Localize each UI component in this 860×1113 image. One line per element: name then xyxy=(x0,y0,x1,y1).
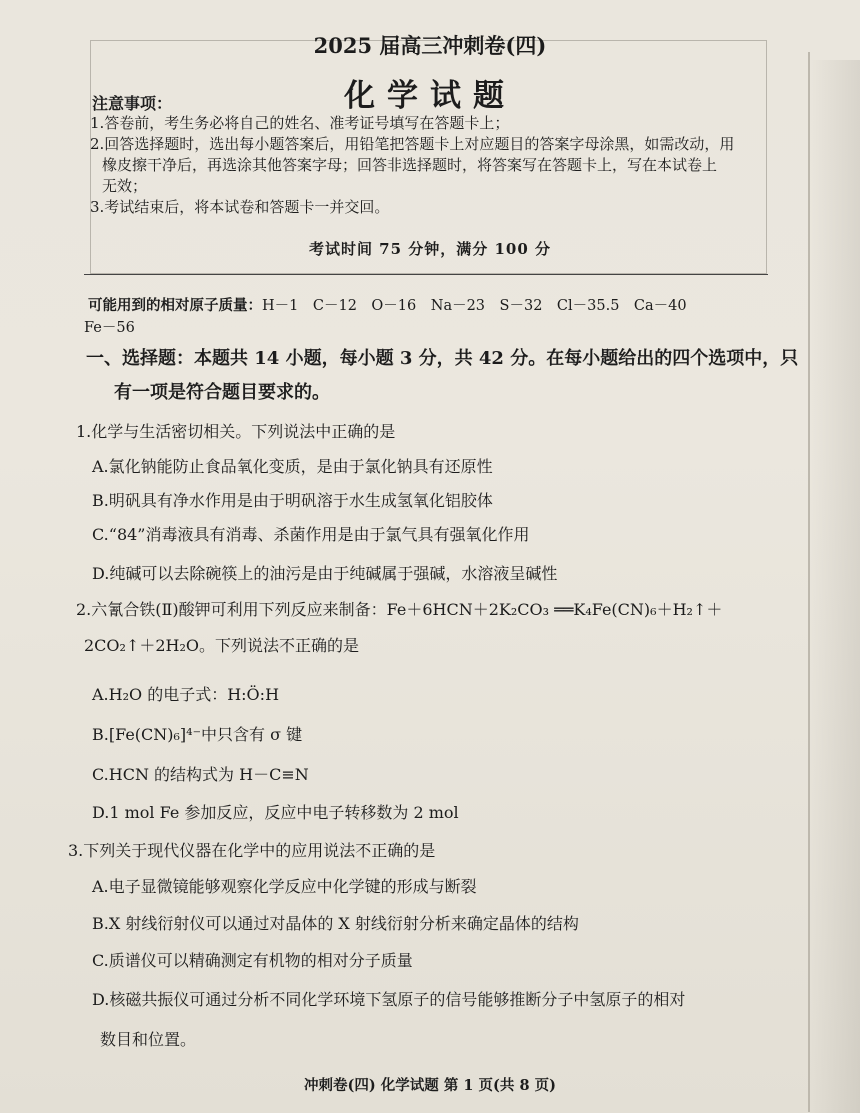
atomic-mass-line-2: Fe－56 xyxy=(84,320,135,336)
question-3-option-c: C.质谱仪可以精确测定有机物的相对分子质量 xyxy=(92,951,413,970)
notice-item-1: 1.答卷前，考生务必将自己的姓名、准考证号填写在答题卡上； xyxy=(90,114,510,132)
notice-heading: 注意事项： xyxy=(92,94,173,113)
question-3-stem: 3.下列关于现代仪器在化学中的应用说法不正确的是 xyxy=(68,841,436,860)
exam-time-info: 考试时间 75 分钟，满分 100 分 xyxy=(308,240,552,258)
exam-series-title: 2025 届高三冲刺卷(四) xyxy=(313,33,547,58)
question-1-option-d: D.纯碱可以去除碗筷上的油污是由于纯碱属于强碱，水溶液呈碱性 xyxy=(92,564,558,583)
question-3-option-d-cont: 数目和位置。 xyxy=(100,1030,197,1049)
section-heading: 一、选择题：本题共 14 小题，每小题 3 分，共 42 分。在每小题给出的四个选项中，只 xyxy=(86,348,799,369)
question-3-option-b: B.X 射线衍射仪可以通过对晶体的 X 射线衍射分析来确定晶体的结构 xyxy=(92,914,579,933)
question-3-option-d: D.核磁共振仪可通过分析不同化学环境下氢原子的信号能够推断分子中氢原子的相对 xyxy=(92,990,686,1009)
subject-title: 化学试题 xyxy=(344,78,516,114)
question-1-option-a: A.氯化钠能防止食品氧化变质，是由于氯化钠具有还原性 xyxy=(92,457,493,476)
notice-item-2: 2.回答选择题时，选出每小题答案后，用铅笔把答题卡上对应题目的答案字母涂黑，如需改动，用 橡皮擦干净后，再选涂其他答案字母；回答非选择题时，将答案写在答题卡上，写在本试卷上 无效； xyxy=(90,135,735,195)
question-1-option-c: C.“84”消毒液具有消毒、杀菌作用是由于氯气具有强氧化作用 xyxy=(92,525,530,544)
atomic-mass-line xyxy=(88,294,687,315)
question-2-option-a: A.H₂O 的电子式：H:Ö:H xyxy=(92,685,280,704)
notice-list xyxy=(90,113,770,218)
question-1-option-b: B.明矾具有净水作用是由于明矾溶于水生成氢氧化铝胶体 xyxy=(92,491,493,510)
atomic-mass-label: 可能用到的相对原子质量： xyxy=(88,297,262,314)
page-edge-shadow xyxy=(808,60,860,1113)
page-footer: 冲刺卷(四) 化学试题 第 1 页(共 8 页) xyxy=(304,1077,556,1094)
question-2-option-c: C.HCN 的结构式为 H－C≡N xyxy=(92,765,309,784)
atomic-mass-values: H－1 C－12 O－16 Na－23 S－32 Cl－35.5 Ca－40 xyxy=(262,298,687,314)
question-2-stem: 2.六氰合铁(Ⅱ)酸钾可利用下列反应来制备：Fe＋6HCN＋2K₂CO₃ ══K₄Fe(CN)₆＋H₂↑＋ xyxy=(76,600,723,619)
notice-item-3: 3.考试结束后，将本试卷和答题卡一并交回。 xyxy=(90,198,390,216)
question-2-option-b: B.[Fe(CN)₆]⁴⁻中只含有 σ 键 xyxy=(92,725,303,744)
question-2-stem-cont: 2CO₂↑＋2H₂O。下列说法不正确的是 xyxy=(84,636,360,655)
question-3-option-a: A.电子显微镜能够观察化学反应中化学键的形成与断裂 xyxy=(92,877,477,896)
question-2-option-d: D.1 mol Fe 参加反应，反应中电子转移数为 2 mol xyxy=(92,803,459,822)
question-1-stem: 1.化学与生活密切相关。下列说法中正确的是 xyxy=(76,422,396,441)
header-divider xyxy=(84,274,768,275)
section-heading-cont: 有一项是符合题目要求的。 xyxy=(114,382,330,403)
